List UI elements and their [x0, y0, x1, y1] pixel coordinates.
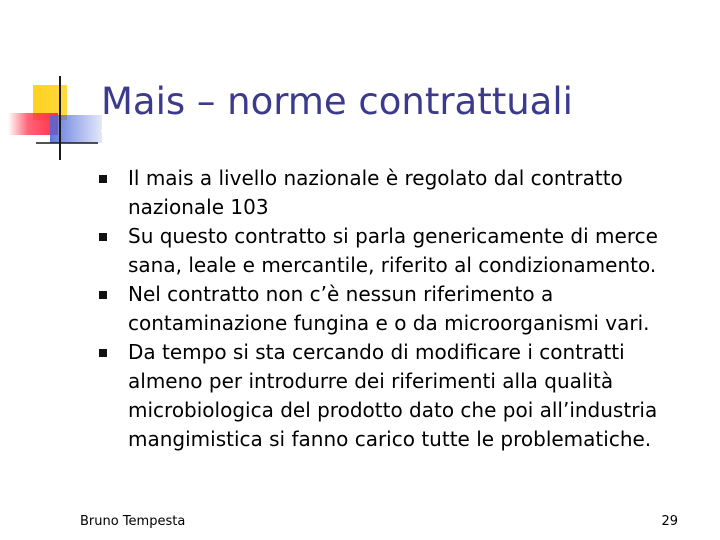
bullet-item	[0, 280, 688, 338]
bullet-text: Da tempo si sta cercando di modificare i contratti almeno per introdurre dei riferimenti alla qualità microbiologica del prodotto dato che poi all’industria mangimistica si fanno carico tutte le problematiche.	[128, 340, 658, 451]
square-bullet-icon	[99, 175, 107, 183]
title-divider	[101, 130, 701, 132]
bullet-item	[0, 164, 688, 222]
bullet-item	[0, 338, 688, 454]
square-bullet-icon	[99, 349, 107, 357]
bullet-list	[0, 164, 688, 454]
square-bullet-icon	[99, 291, 107, 299]
bullet-text: Il mais a livello nazionale è regolato dal contratto nazionale 103	[128, 166, 623, 219]
slide-title: Mais – norme contrattuali	[101, 80, 573, 123]
page-number: 29	[661, 514, 678, 529]
decorative-corner-graphic	[0, 0, 110, 170]
bullet-item	[0, 222, 688, 280]
bullet-text: Nel contratto non c’è nessun riferimento a contaminazione fungina e o da microorganismi vari.	[128, 282, 650, 335]
square-bullet-icon	[99, 233, 107, 241]
footer-author: Bruno Tempesta	[80, 514, 186, 529]
bullet-text: Su questo contratto si parla genericamente di merce sana, leale e mercantile, riferito al condizionamento.	[128, 224, 658, 277]
